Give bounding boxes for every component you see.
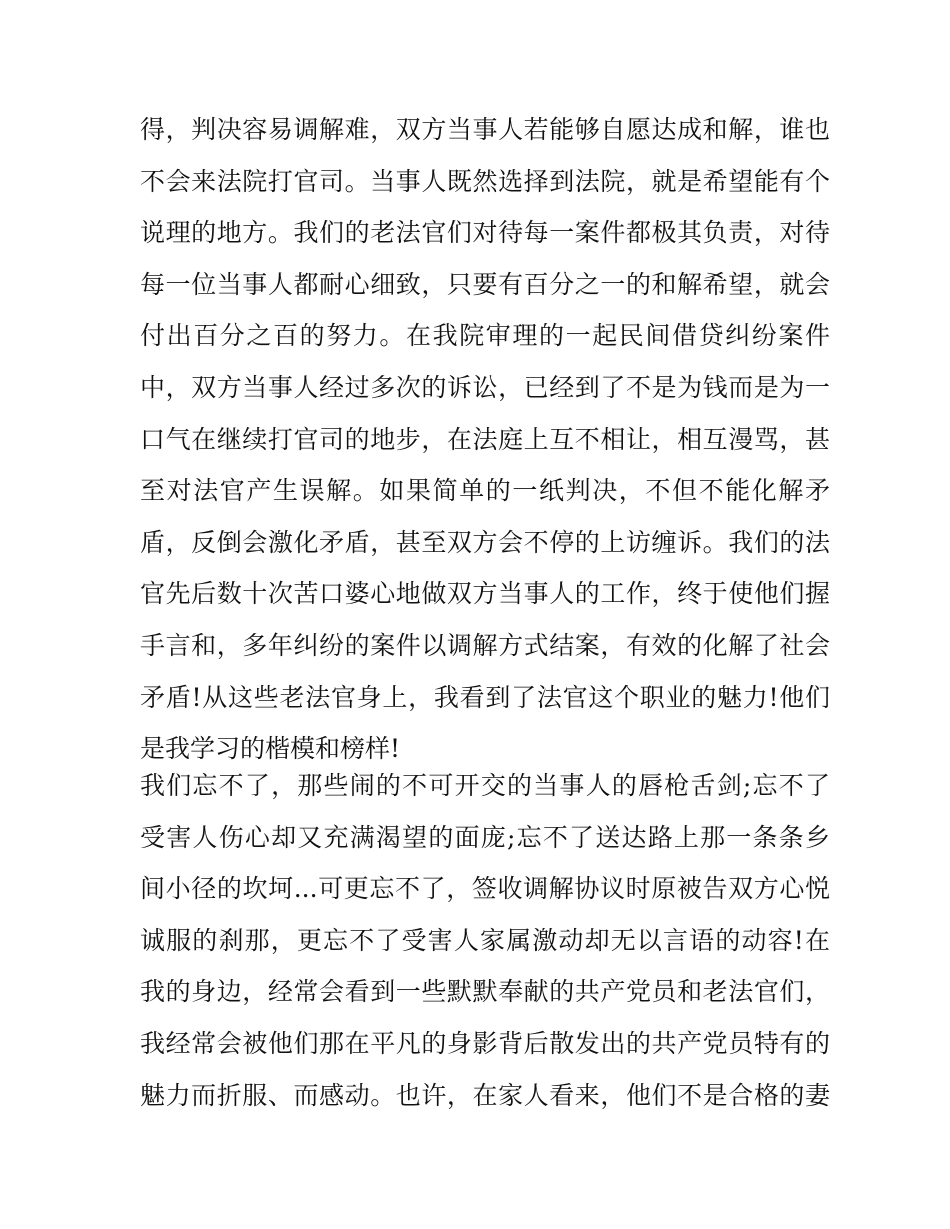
- text-line: 盾，反倒会激化矛盾，甚至双方会不停的上访缠诉。我们的法: [140, 527, 830, 557]
- text-line: 付出百分之百的努力。在我院审理的一起民间借贷纠纷案件: [140, 321, 830, 351]
- text-line: 手言和，多年纠纷的案件以调解方式结案，有效的化解了社会: [140, 630, 830, 660]
- text-line: 我经常会被他们那在平凡的身影背后散发出的共产党员特有的: [140, 1028, 830, 1058]
- text-line: 中，双方当事人经过多次的诉讼，已经到了不是为钱而是为一: [140, 372, 830, 402]
- text-line: 诚服的刹那，更忘不了受害人家属激动却无以言语的动容!在: [140, 925, 830, 955]
- text-line: 每一位当事人都耐心细致，只要有百分之一的和解希望，就会: [140, 269, 830, 299]
- text-line: 受害人伤心却又充满渴望的面庞;忘不了送达路上那一条条乡: [140, 822, 830, 852]
- text-line: 官先后数十次苦口婆心地做双方当事人的工作，终于使他们握: [140, 579, 830, 609]
- text-line: 口气在继续打官司的地步，在法庭上互不相让，相互漫骂，甚: [140, 424, 830, 454]
- text-line: 得，判决容易调解难，双方当事人若能够自愿达成和解，谁也: [140, 115, 830, 144]
- text-line: 间小径的坎坷...可更忘不了，签收调解协议时原被告双方心悦: [140, 874, 830, 904]
- text-line: 是我学习的楷模和榜样!: [140, 734, 401, 764]
- text-line: 不会来法院打官司。当事人既然选择到法院，就是希望能有个: [140, 166, 830, 196]
- text-line: 我们忘不了，那些闹的不可开交的当事人的唇枪舌剑;忘不了: [140, 771, 830, 800]
- paragraph-2: [140, 760, 830, 1121]
- text-line: 矛盾!从这些老法官身上，我看到了法官这个职业的魅力!他们: [140, 682, 830, 712]
- text-line: 魅力而折服、而感动。也许，在家人看来，他们不是合格的妻: [140, 1080, 830, 1110]
- text-line: 我的身边，经常会看到一些默默奉献的共产党员和老法官们，: [140, 977, 830, 1007]
- paragraph-1: [140, 104, 830, 775]
- text-line: 至对法官产生误解。如果简单的一纸判决，不但不能化解矛: [140, 476, 830, 506]
- text-line: 说理的地方。我们的老法官们对待每一案件都极其负责，对待: [140, 218, 830, 248]
